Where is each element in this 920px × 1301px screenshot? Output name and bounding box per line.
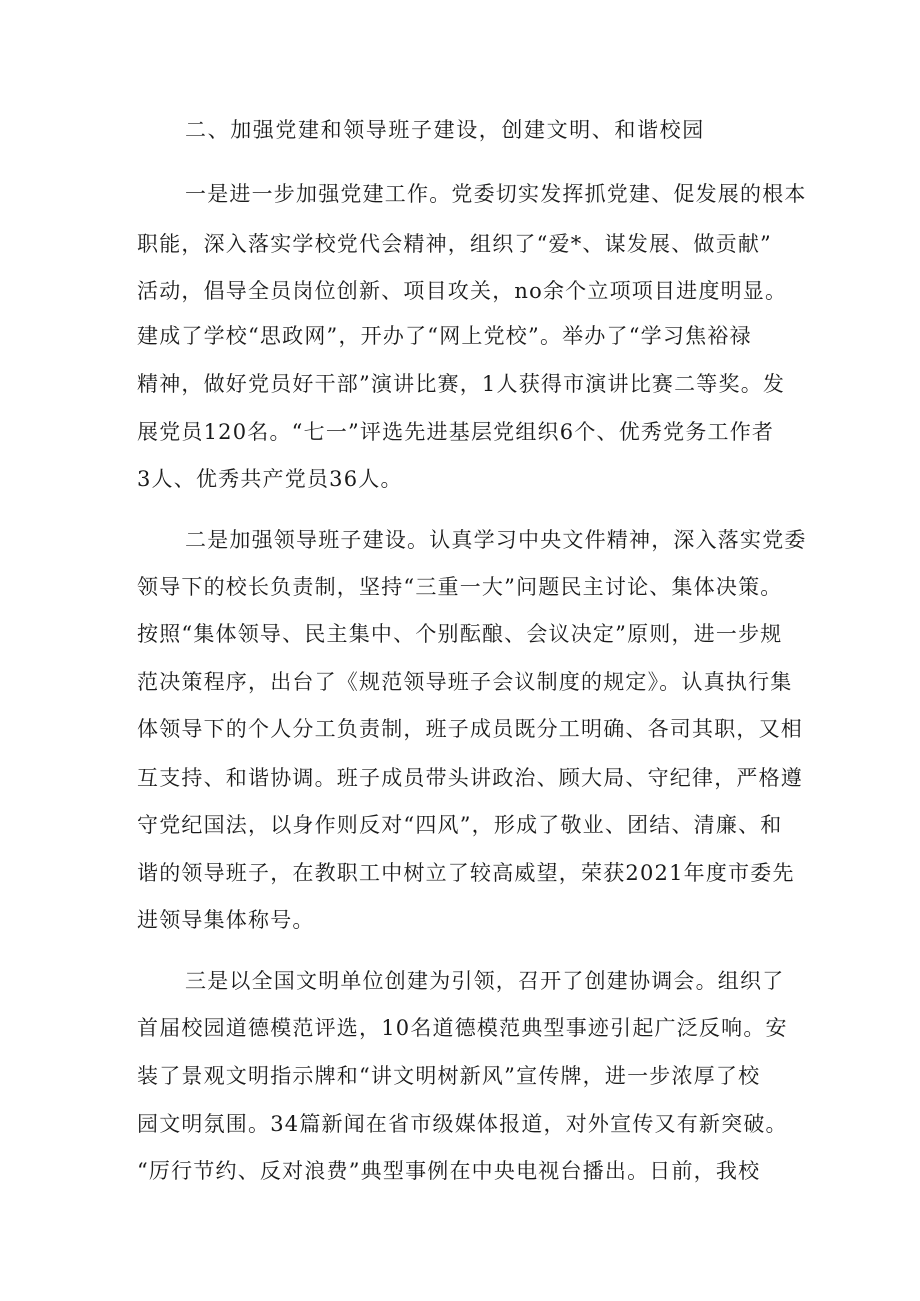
paragraph-line: 职能，深入落实学校党代会精神，组织了“爱*、谋发展、做贡献”: [137, 232, 772, 256]
paragraph-line: 展党员120名。“七一”评选先进基层党组织6个、优秀党务工作者: [137, 420, 775, 444]
paragraph-line: 装了景观文明指示牌和“讲文明树新风”宣传牌，进一步浓厚了校: [137, 1064, 761, 1088]
paragraph-line: 领导下的校长负责制，坚持“三重一大”问题民主讨论、集体决策。: [137, 575, 783, 599]
paragraph-line: 体领导下的个人分工负责制，班子成员既分工明确、各司其职，又相: [137, 717, 803, 741]
paragraph-line: 范决策程序，出台了《规范领导班子会议制度的规定》。认真执行集: [137, 670, 793, 694]
paragraph-line: 互支持、和谐协调。班子成员带头讲政治、顾大局、守纪律，严格遵: [137, 766, 803, 790]
paragraph-line: 二是加强领导班子建设。认真学习中央文件精神，深入落实党委: [185, 528, 807, 552]
paragraph-line: 活动，倡导全员岗位创新、项目攻关，no余个立项项目进度明显。: [137, 279, 788, 303]
paragraph-line: 首届校园道德模范评选，10名道德模范典型事迹引起广泛反响。安: [137, 1016, 788, 1040]
paragraph-line: 一是进一步加强党建工作。党委切实发挥抓党建、促发展的根本: [185, 182, 807, 206]
paragraph-line: 按照“集体领导、民主集中、个别酝酿、会议决定”原则，进一步规: [137, 622, 783, 646]
paragraph-line: 3人、优秀共产党员36人。: [137, 467, 403, 491]
section-heading: 二、加强党建和领导班子建设，创建文明、和谐校园: [185, 118, 705, 142]
paragraph-line: 建成了学校“思政网”，开办了“网上党校”。举办了“学习焦裕禄: [137, 324, 752, 348]
paragraph-line: 三是以全国文明单位创建为引领，召开了创建协调会。组织了: [185, 969, 785, 993]
paragraph-line: 守党纪国法，以身作则反对“四风”，形成了敬业、团结、清廉、和: [137, 813, 783, 837]
paragraph-line: 精神，做好党员好干部”演讲比赛，1人获得市演讲比赛二等奖。发: [137, 372, 786, 396]
paragraph-line: 园文明氛围。34篇新闻在省市级媒体报道，对外宣传又有新突破。: [137, 1112, 788, 1136]
paragraph-line: “厉行节约、反对浪费”典型事例在中央电视台播出。日前，我校: [137, 1159, 761, 1183]
paragraph-line: 谐的领导班子，在教职工中树立了较高威望，荣获2021年度市委先: [137, 861, 795, 885]
paragraph-line: 进领导集体称号。: [137, 908, 315, 932]
